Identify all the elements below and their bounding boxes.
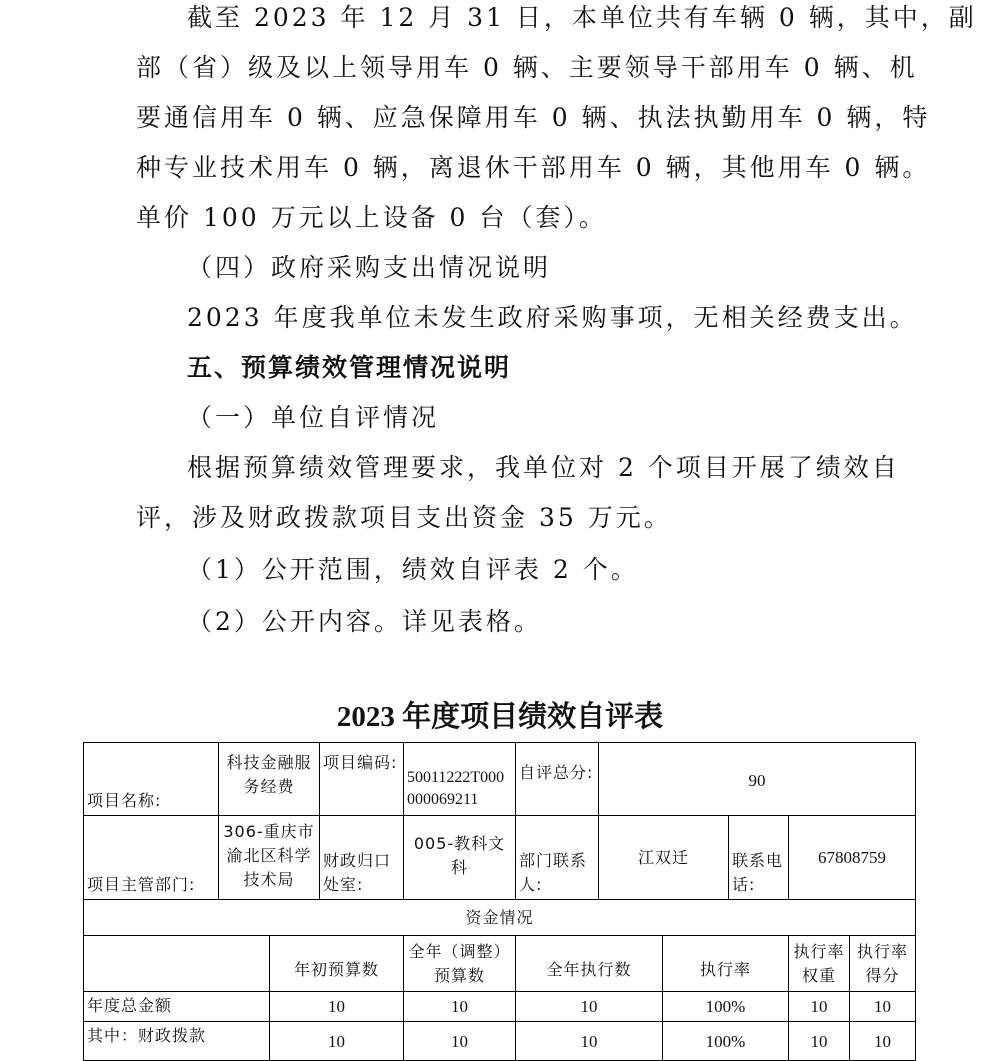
table-cell: 100% <box>662 1021 789 1061</box>
col-header-adjusted-budget: 全年（调整）预算数 <box>403 935 516 992</box>
col-header-initial-budget: 年初预算数 <box>269 935 404 992</box>
phone-value: 67808759 <box>788 815 916 900</box>
paragraph-line: 截至 2023 年 12 月 31 日，本单位共有车辆 0 辆，其中，副 <box>187 3 977 32</box>
table-cell: 10 <box>849 1021 916 1061</box>
table-row-label: 年度总金额 <box>83 991 270 1022</box>
table-cell: 100% <box>662 991 789 1022</box>
finance-office-label: 财政归口处室: <box>319 815 404 900</box>
dept-value: 306-重庆市渝北区科学技术局 <box>218 815 320 900</box>
table-cell: 10 <box>403 991 516 1022</box>
paragraph-line: 评，涉及财政拨款项目支出资金 35 万元。 <box>136 503 672 532</box>
col-header-rate-weight: 执行率权重 <box>788 935 850 992</box>
col-header-execution-rate: 执行率 <box>662 935 789 992</box>
phone-label: 联系电话: <box>728 815 789 900</box>
paragraph-line: 要通信用车 0 辆、应急保障用车 0 辆、执法执勤用车 0 辆，特 <box>136 103 931 132</box>
paragraph-line: 部（省）级及以上领导用车 0 辆、主要领导干部用车 0 辆、机 <box>136 53 918 82</box>
col-header-executed: 全年执行数 <box>515 935 663 992</box>
table-cell: 10 <box>269 1021 404 1061</box>
table-cell: 10 <box>403 1021 516 1061</box>
col-header-rate-score: 执行率得分 <box>849 935 916 992</box>
table-cell: 10 <box>849 991 916 1022</box>
project-name-value: 科技金融服务经费 <box>218 742 320 816</box>
table-cell: 10 <box>515 991 663 1022</box>
dept-label: 项目主管部门: <box>83 815 219 900</box>
paragraph-line: （1）公开范围，绩效自评表 2 个。 <box>187 555 639 584</box>
paragraph-line: （2）公开内容。详见表格。 <box>187 607 542 636</box>
section-heading: （四）政府采购支出情况说明 <box>187 253 552 282</box>
project-code-label: 项目编码: <box>319 742 404 816</box>
paragraph-line: 单价 100 万元以上设备 0 台（套）。 <box>136 203 607 232</box>
funds-header: 资金情况 <box>83 899 916 936</box>
self-score-label: 自评总分: <box>515 742 599 816</box>
project-code-value: 50011222T000000069211 <box>403 742 516 816</box>
table-title: 2023 年度项目绩效自评表 <box>336 701 664 733</box>
table-cell: 10 <box>515 1021 663 1061</box>
dept-contact-value: 江双迁 <box>598 815 729 900</box>
paragraph-line: 2023 年度我单位未发生政府采购事项，无相关经费支出。 <box>187 303 918 332</box>
table-cell: 10 <box>269 991 404 1022</box>
chapter-heading: 五、预算绩效管理情况说明 <box>187 353 512 382</box>
row-label-header <box>83 935 270 992</box>
project-name-label: 项目名称: <box>83 742 219 816</box>
dept-contact-label: 部门联系人: <box>515 815 599 900</box>
paragraph-line: 根据预算绩效管理要求，我单位对 2 个项目开展了绩效自 <box>187 453 900 482</box>
table-cell: 10 <box>788 991 850 1022</box>
table-cell: 10 <box>788 1021 850 1061</box>
section-heading: （一）单位自评情况 <box>187 403 440 432</box>
self-score-value: 90 <box>598 742 916 816</box>
paragraph-line: 种专业技术用车 0 辆，离退休干部用车 0 辆，其他用车 0 辆。 <box>136 153 931 182</box>
finance-office-value: 005-教科文科 <box>403 815 516 900</box>
table-row-label: 其中：财政拨款 <box>83 1021 270 1061</box>
